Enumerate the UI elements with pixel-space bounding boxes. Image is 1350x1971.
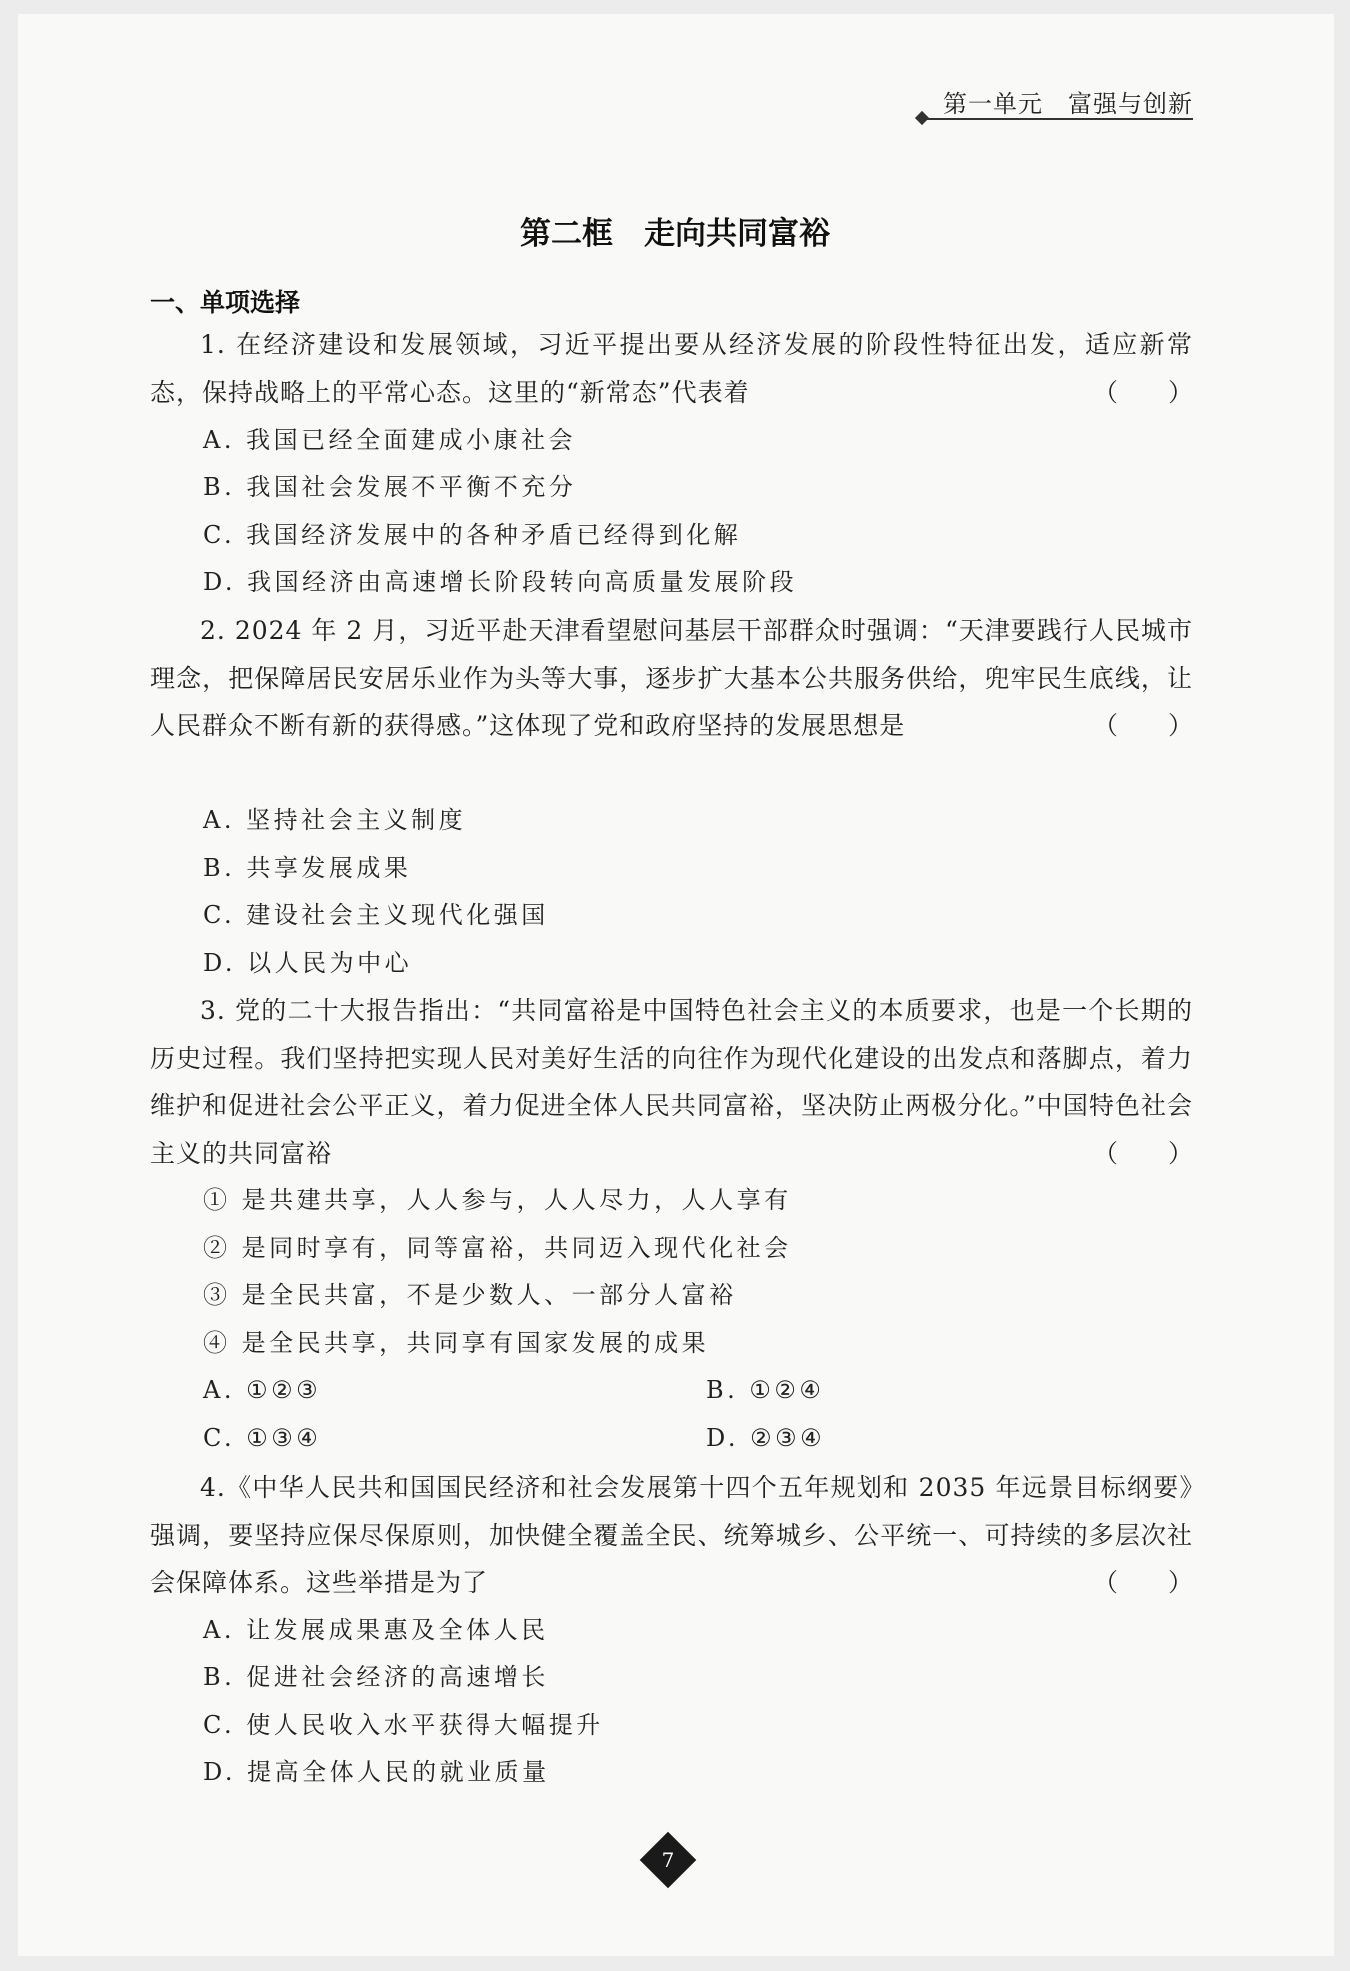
- question-3-option-b: B. ①②④: [706, 1376, 825, 1404]
- running-header: 第一单元 富强与创新: [943, 90, 1193, 118]
- question-4-option-d: D. 提高全体人民的就业质量: [203, 1758, 550, 1786]
- section-heading: 一、单项选择: [150, 288, 301, 317]
- question-3-stem: [150, 987, 1193, 1177]
- question-3-option-a: A. ①②③: [203, 1376, 322, 1404]
- question-3-option-c: C. ①③④: [203, 1424, 322, 1452]
- question-1-option-b: B. 我国社会发展不平衡不充分: [203, 473, 577, 501]
- question-4-text: 4.《中华人民共和国国民经济和社会发展第十四个五年规划和 2035 年远景目标纲要》强调，要坚持应保尽保原则，加快健全覆盖全民、统筹城乡、公平统一、可持续的多层次社会保障体系。这些举措是为了: [150, 1473, 1193, 1597]
- question-4-option-c: C. 使人民收入水平获得大幅提升: [203, 1711, 604, 1739]
- question-2-answer-blank: （ ）: [1092, 711, 1193, 740]
- question-1-stem: [150, 321, 1193, 416]
- question-2-stem: [150, 607, 1193, 750]
- question-1-option-a: A. 我国已经全面建成小康社会: [203, 426, 577, 454]
- question-3-item-4: ④ 是全民共享，共同享有国家发展的成果: [203, 1329, 710, 1357]
- question-3-option-d: D. ②③④: [706, 1424, 826, 1452]
- page-number: 7: [661, 1848, 675, 1872]
- question-3-item-1: ① 是共建共享，人人参与，人人尽力，人人享有: [203, 1186, 792, 1214]
- question-2-text: 2. 2024 年 2 月，习近平赴天津看望慰问基层干部群众时强调：“天津要践行人民城市理念，把保障居民安居乐业作为头等大事，逐步扩大基本公共服务供给，兜牢民生底线，让人民群众不断有新的获得感。”这体现了党和政府坚持的发展思想是: [150, 616, 1193, 740]
- question-4-option-a: A. 让发展成果惠及全体人民: [203, 1616, 549, 1644]
- page-title: 第二框 走向共同富裕: [520, 216, 830, 252]
- question-3-text: 3. 党的二十大报告指出：“共同富裕是中国特色社会主义的本质要求，也是一个长期的历史过程。我们坚持把实现人民对美好生活的向往作为现代化建设的出发点和落脚点，着力维护和促进社会公平正义，着力促进全体人民共同富裕，坚决防止两极分化。”中国特色社会主义的共同富裕: [150, 996, 1193, 1168]
- question-2-option-d: D. 以人民为中心: [203, 949, 413, 977]
- question-3-item-2: ② 是同时享有，同等富裕，共同迈入现代化社会: [203, 1234, 792, 1262]
- question-1-option-c: C. 我国经济发展中的各种矛盾已经得到化解: [203, 521, 742, 549]
- question-4-option-b: B. 促进社会经济的高速增长: [203, 1663, 549, 1691]
- question-2-option-a: A. 坚持社会主义制度: [203, 806, 467, 834]
- header-rule: [925, 118, 1193, 120]
- question-2-option-c: C. 建设社会主义现代化强国: [203, 901, 549, 929]
- question-4-answer-blank: （ ）: [1092, 1568, 1193, 1597]
- question-3-answer-blank: （ ）: [1092, 1138, 1193, 1168]
- question-3-item-3: ③ 是全民共富，不是少数人、一部分人富裕: [203, 1281, 737, 1309]
- question-2-option-b: B. 共享发展成果: [203, 854, 412, 882]
- question-1-option-d: D. 我国经济由高速增长阶段转向高质量发展阶段: [203, 568, 798, 596]
- question-4-stem: [150, 1464, 1193, 1607]
- question-1-answer-blank: （ ）: [1092, 377, 1193, 407]
- question-1-text: 1. 在经济建设和发展领域，习近平提出要从经济发展的阶段性特征出发，适应新常态，保持战略上的平常心态。这里的“新常态”代表着: [150, 330, 1193, 407]
